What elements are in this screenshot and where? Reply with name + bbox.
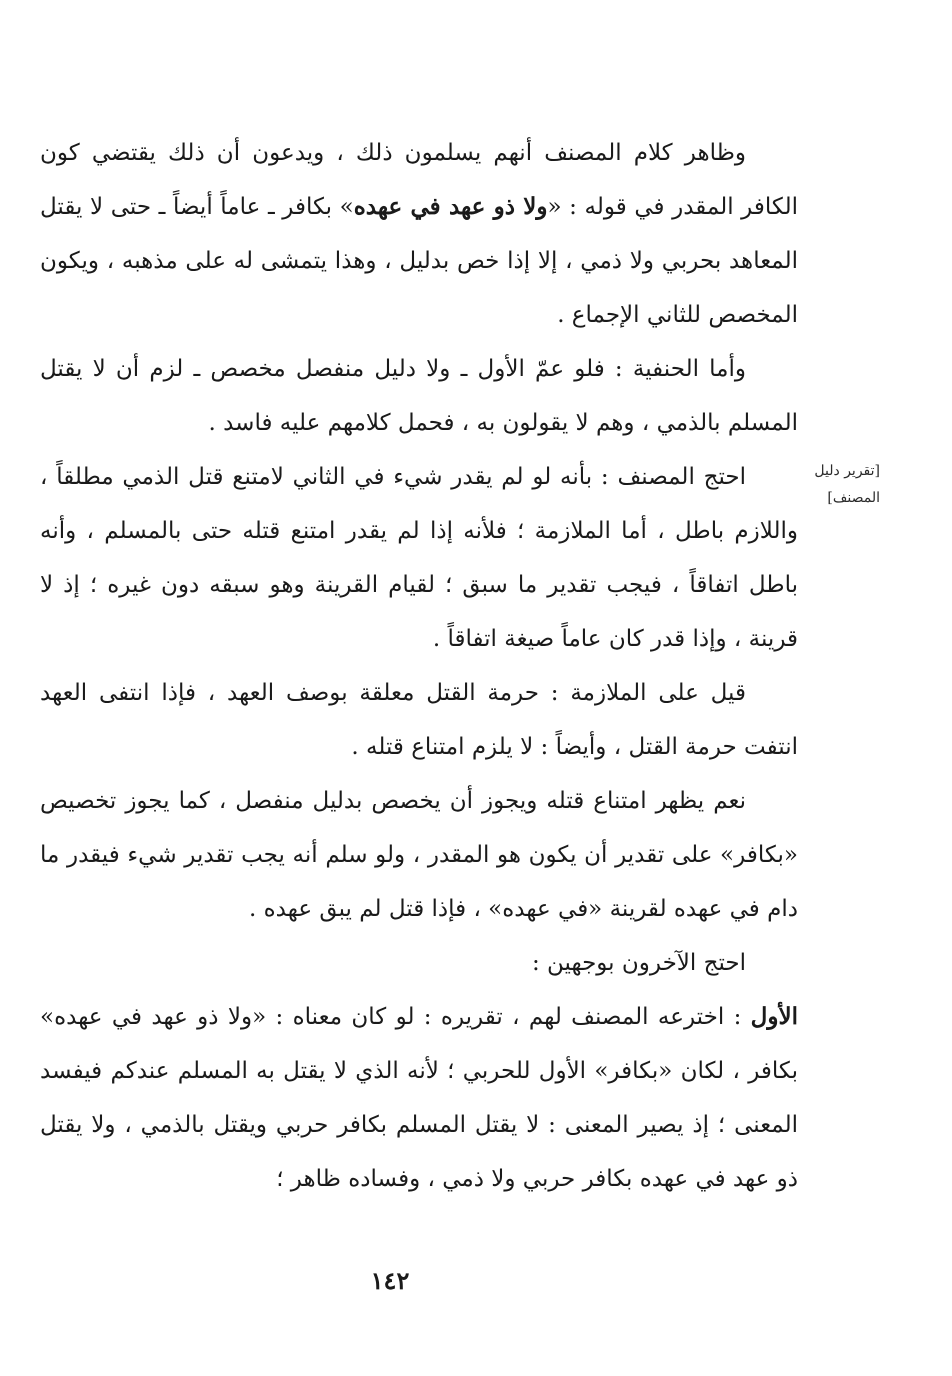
bold-text: الأول (750, 1003, 798, 1030)
paragraph (40, 990, 798, 1206)
paragraph (40, 936, 798, 990)
paragraph-text: وظاهر كلام المصنف أنهم يسلمون ذلك ، ويدعون أن ذلك يقتضي كون الكافر المقدر في قوله : « (40, 140, 798, 220)
paragraph-text: احتج المصنف : بأنه لو لم يقدر شيء في الثاني لامتنع قتل الذمي مطلقاً ، واللازم باطل ، أما الملازمة ؛ فلأنه إذا لم يقدر امتنع قتله حتى بالمسلم ، وأنه باطل اتفاقاً ، فيجب تقدير ما سبق ؛ لقيام القرينة وهو سبقه دون غيره ؛ إذ لا قرينة ، وإذا قدر كان عاماً صيغة اتفاقاً . (40, 464, 798, 652)
bold-text: ولا ذو عهد في عهده (353, 193, 548, 220)
paragraph-text: : اخترعه المصنف لهم ، تقريره : لو كان معناه : «ولا ذو عهد في عهده» بكافر ، لكان «بكافر» الأول للحربي ؛ لأنه الذي لا يقتل به المسلم عندكم فيفسد المعنى ؛ إذ يصير المعنى : لا يقتل المسلم بكافر حربي ويقتل بالذمي ، ولا يقتل ذو عهد في عهده بكافر حربي ولا ذمي ، وفساده ظاهر ؛ (40, 1004, 798, 1192)
main-text (40, 126, 798, 1206)
paragraph (40, 342, 798, 450)
page-number: ١٤٢ (370, 1266, 410, 1295)
paragraph-text: نعم يظهر امتناع قتله ويجوز أن يخصص بدليل منفصل ، كما يجوز تخصيص «بكافر» على تقدير أن يكون هو المقدر ، ولو سلم أنه يجب تقدير شيء فيقدر ما دام في عهده لقرينة «في عهده» ، فإذا قتل لم يبق عهده . (40, 788, 798, 922)
paragraph-text: » بكافر ـ عاماً أيضاً ـ حتى لا يقتل المعاهد بحربي ولا ذمي ، إلا إذا خص بدليل ، وهذا يتمشى له على مذهبه ، ويكون المخصص للثاني الإجماع . (40, 194, 798, 328)
margin-note: [تقرير دليل المصنف] (814, 463, 880, 506)
paragraph (40, 774, 798, 936)
paragraph-text: احتج الآخرون بوجهين : (531, 950, 746, 976)
paragraph (40, 666, 798, 774)
paragraph (40, 126, 798, 342)
paragraph-text: وأما الحنفية : فلو عمّ الأول ـ ولا دليل منفصل مخصص ـ لزم أن لا يقتل المسلم بالذمي ، وهم لا يقولون به ، فحمل كلامهم عليه فاسد . (40, 356, 798, 436)
paragraph (40, 450, 798, 666)
paragraph-text: قيل على الملازمة : حرمة القتل معلقة بوصف العهد ، فإذا انتفى العهد انتفت حرمة القتل ، وأيضاً : لا يلزم امتناع قتله . (40, 680, 798, 760)
